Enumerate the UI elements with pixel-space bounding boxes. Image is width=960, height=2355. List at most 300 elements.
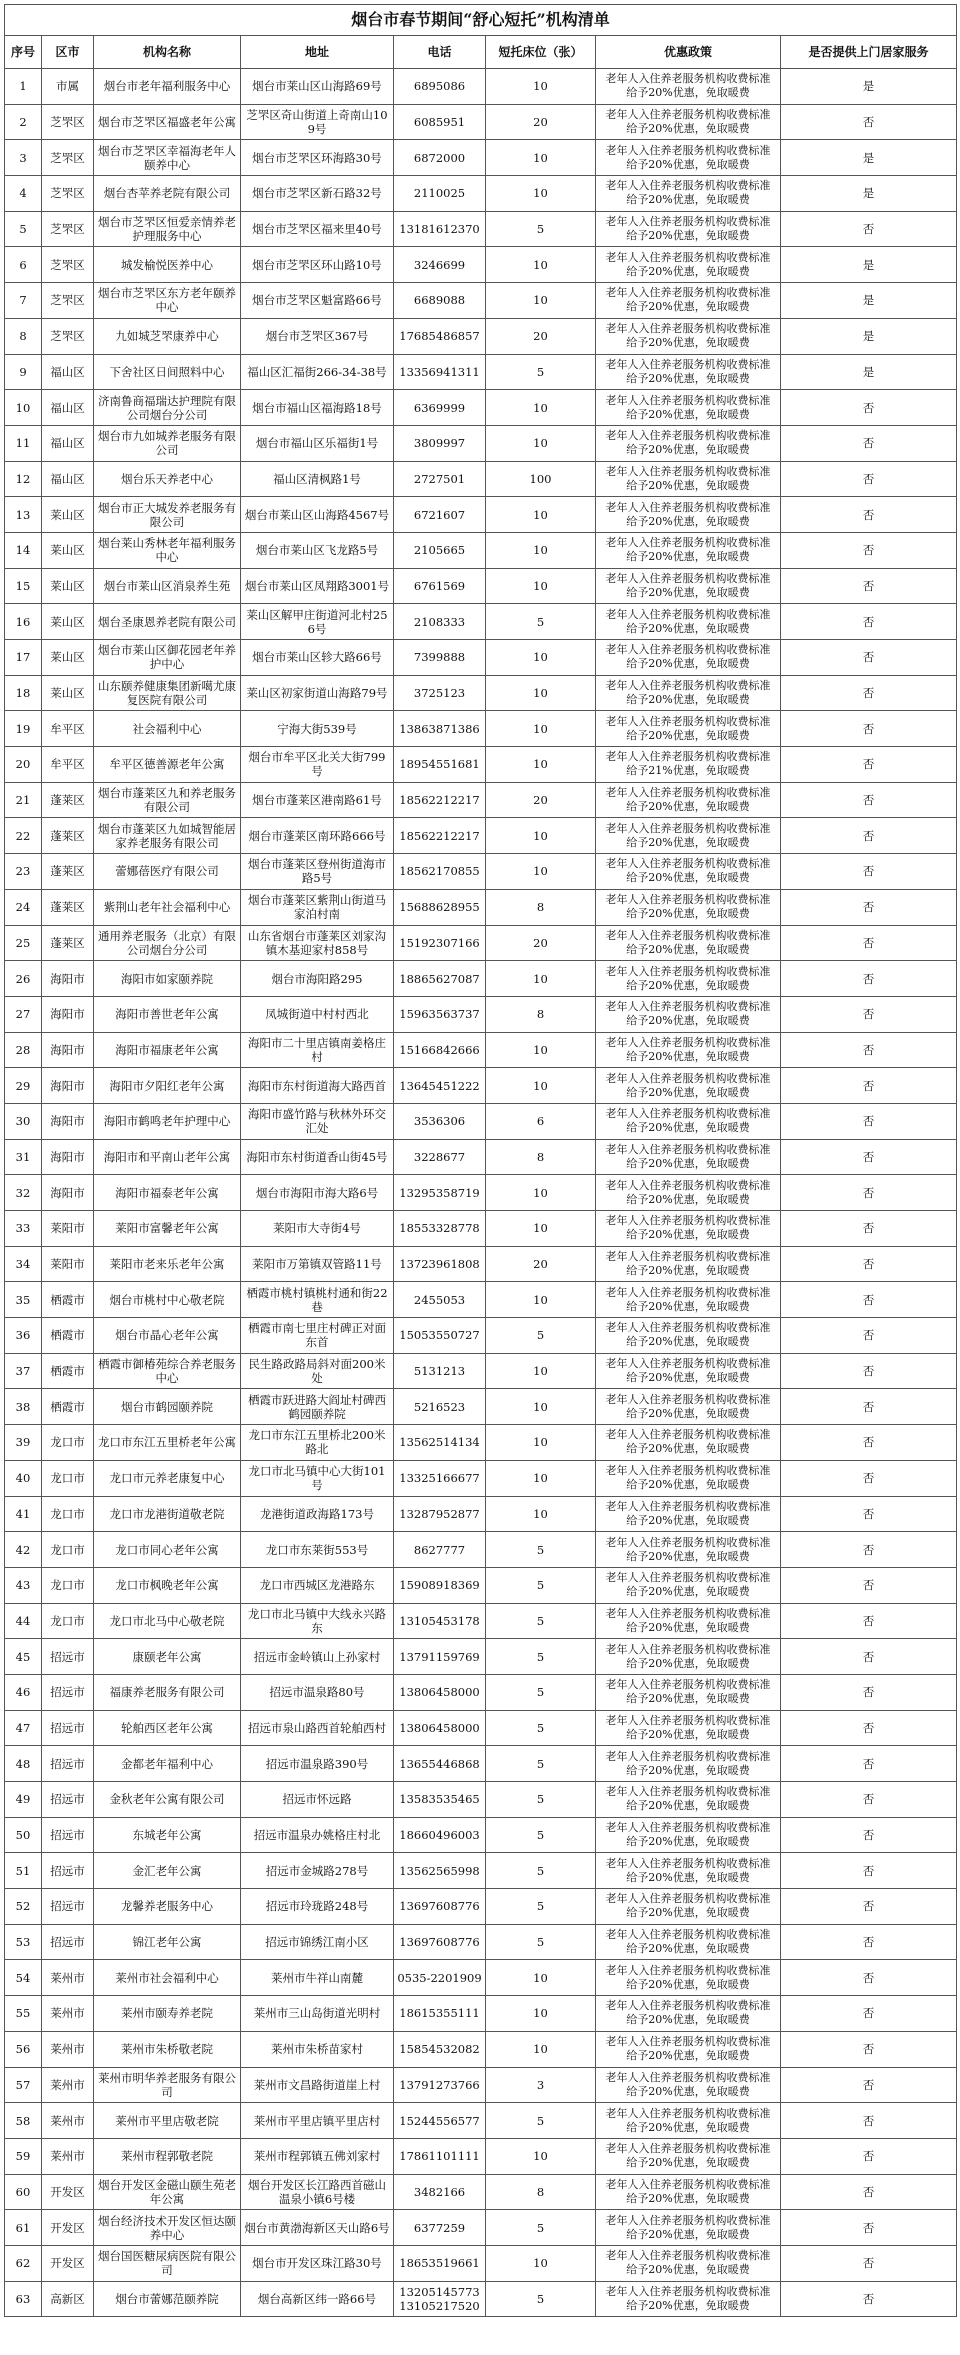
cell-name: 烟台市莱山区消泉养生苑 <box>94 568 241 604</box>
cell-address: 烟台市蓬莱区南环路666号 <box>241 818 394 854</box>
cell-district: 牟平区 <box>42 711 94 747</box>
cell-district: 海阳市 <box>42 1139 94 1175</box>
cell-home-service: 否 <box>781 1960 957 1996</box>
cell-beds: 10 <box>486 568 596 604</box>
cell-home-service: 否 <box>781 2174 957 2210</box>
cell-beds: 100 <box>486 461 596 497</box>
cell-name: 烟台莱山秀林老年福利服务中心 <box>94 532 241 568</box>
cell-phone: 13325166677 <box>394 1460 486 1496</box>
cell-policy: 老年人入住养老服务机构收费标准给予20%优惠，免取暖费 <box>596 2031 781 2067</box>
cell-address: 莱阳市万第镇双管路11号 <box>241 1246 394 1282</box>
cell-policy: 老年人入住养老服务机构收费标准给予20%优惠，免取暖费 <box>596 1996 781 2032</box>
cell-policy: 老年人入住养老服务机构收费标准给予20%优惠，免取暖费 <box>596 1674 781 1710</box>
cell-no: 55 <box>5 1996 42 2032</box>
cell-name: 龙口市北马中心敬老院 <box>94 1603 241 1639</box>
cell-beds: 10 <box>486 1353 596 1389</box>
table-row <box>5 854 957 890</box>
cell-name: 龙口市龙港街道敬老院 <box>94 1496 241 1532</box>
cell-phone: 6377259 <box>394 2210 486 2246</box>
table-row <box>5 2174 957 2210</box>
cell-no: 2 <box>5 104 42 140</box>
cell-address: 招远市玲珑路248号 <box>241 1889 394 1925</box>
cell-address: 海阳市东村街道海大路西首 <box>241 1068 394 1104</box>
cell-home-service: 否 <box>781 996 957 1032</box>
cell-name: 金都老年福利中心 <box>94 1746 241 1782</box>
cell-home-service: 否 <box>781 961 957 997</box>
cell-district: 芝罘区 <box>42 283 94 319</box>
cell-no: 59 <box>5 2138 42 2174</box>
cell-home-service: 否 <box>781 1639 957 1675</box>
cell-name: 烟台乐天养老中心 <box>94 461 241 497</box>
cell-name: 烟台市芝罘区恒爱亲情养老护理服务中心 <box>94 211 241 247</box>
cell-home-service: 否 <box>781 675 957 711</box>
cell-beds: 5 <box>486 1853 596 1889</box>
cell-beds: 5 <box>486 2210 596 2246</box>
cell-name: 山东颐养健康集团新噶尤康复医院有限公司 <box>94 675 241 711</box>
cell-name: 锦江老年公寓 <box>94 1924 241 1960</box>
cell-policy: 老年人入住养老服务机构收费标准给予20%优惠，免取暖费 <box>596 1853 781 1889</box>
cell-name: 龙口市元养老康复中心 <box>94 1460 241 1496</box>
cell-policy: 老年人入住养老服务机构收费标准给予20%优惠，免取暖费 <box>596 211 781 247</box>
cell-home-service: 否 <box>781 1853 957 1889</box>
table-row <box>5 390 957 426</box>
cell-no: 57 <box>5 2067 42 2103</box>
cell-no: 14 <box>5 532 42 568</box>
cell-policy: 老年人入住养老服务机构收费标准给予20%优惠，免取暖费 <box>596 1318 781 1354</box>
cell-phone: 13806458000 <box>394 1674 486 1710</box>
table-row <box>5 354 957 390</box>
cell-beds: 5 <box>486 1674 596 1710</box>
cell-home-service: 是 <box>781 283 957 319</box>
cell-address: 龙口市西城区龙港路东 <box>241 1567 394 1603</box>
cell-address: 龙口市东莱街553号 <box>241 1532 394 1568</box>
cell-no: 30 <box>5 1103 42 1139</box>
cell-home-service: 否 <box>781 425 957 461</box>
cell-address: 烟台市牟平区北关大街799号 <box>241 747 394 783</box>
cell-beds: 10 <box>486 1996 596 2032</box>
cell-name: 金秋老年公寓有限公司 <box>94 1782 241 1818</box>
cell-policy: 老年人入住养老服务机构收费标准给予20%优惠，免取暖费 <box>596 425 781 461</box>
cell-policy: 老年人入住养老服务机构收费标准给予20%优惠，免取暖费 <box>596 925 781 961</box>
cell-address: 招远市温泉办姚格庄村北 <box>241 1817 394 1853</box>
cell-policy: 老年人入住养老服务机构收费标准给予20%优惠，免取暖费 <box>596 996 781 1032</box>
cell-policy: 老年人入住养老服务机构收费标准给予20%优惠，免取暖费 <box>596 2245 781 2281</box>
cell-address: 海阳市盛竹路与秋林外环交汇处 <box>241 1103 394 1139</box>
cell-address: 烟台市福山区乐福街1号 <box>241 425 394 461</box>
cell-district: 莱山区 <box>42 568 94 604</box>
header-address: 地址 <box>241 36 394 69</box>
cell-address: 海阳市东村街道香山街45号 <box>241 1139 394 1175</box>
cell-no: 43 <box>5 1567 42 1603</box>
cell-name: 烟台市鹤园颐养院 <box>94 1389 241 1425</box>
cell-home-service: 否 <box>781 568 957 604</box>
institution-table <box>4 4 957 2317</box>
cell-policy: 老年人入住养老服务机构收费标准给予20%优惠，免取暖费 <box>596 1746 781 1782</box>
cell-address: 烟台市莱山区飞龙路5号 <box>241 532 394 568</box>
cell-address: 海阳市二十里店镇南姜格庄村 <box>241 1032 394 1068</box>
cell-no: 15 <box>5 568 42 604</box>
cell-policy: 老年人入住养老服务机构收费标准给予20%优惠，免取暖费 <box>596 1817 781 1853</box>
document <box>4 4 956 2317</box>
cell-policy: 老年人入住养老服务机构收费标准给予20%优惠，免取暖费 <box>596 1425 781 1461</box>
cell-district: 芝罘区 <box>42 140 94 176</box>
cell-phone: 13562565998 <box>394 1853 486 1889</box>
cell-no: 61 <box>5 2210 42 2246</box>
cell-beds: 20 <box>486 925 596 961</box>
cell-phone: 13863871386 <box>394 711 486 747</box>
table-row <box>5 1389 957 1425</box>
cell-beds: 10 <box>486 675 596 711</box>
cell-name: 莱州市颐寿养老院 <box>94 1996 241 2032</box>
cell-address: 莱阳市大寺街4号 <box>241 1211 394 1247</box>
cell-address: 烟台市莱山区山海路69号 <box>241 69 394 105</box>
cell-name: 烟台市正大城发养老服务有限公司 <box>94 497 241 533</box>
cell-beds: 10 <box>486 497 596 533</box>
cell-phone: 15166842666 <box>394 1032 486 1068</box>
table-row <box>5 675 957 711</box>
cell-address: 芝罘区奇山街道上奇南山109号 <box>241 104 394 140</box>
cell-no: 6 <box>5 247 42 283</box>
cell-policy: 老年人入住养老服务机构收费标准给予20%优惠，免取暖费 <box>596 1889 781 1925</box>
cell-address: 龙口市北马镇中大线永兴路东 <box>241 1603 394 1639</box>
cell-name: 莱阳市老来乐老年公寓 <box>94 1246 241 1282</box>
cell-district: 市属 <box>42 69 94 105</box>
table-row <box>5 283 957 319</box>
cell-name: 烟台市芝罘区幸福海老年人颐养中心 <box>94 140 241 176</box>
cell-phone: 3482166 <box>394 2174 486 2210</box>
cell-beds: 5 <box>486 2103 596 2139</box>
cell-policy: 老年人入住养老服务机构收费标准给予20%优惠，免取暖费 <box>596 640 781 676</box>
cell-policy: 老年人入住养老服务机构收费标准给予20%优惠，免取暖费 <box>596 854 781 890</box>
cell-policy: 老年人入住养老服务机构收费标准给予20%优惠，免取暖费 <box>596 390 781 426</box>
cell-name: 莱州市程郭敬老院 <box>94 2138 241 2174</box>
cell-phone: 2455053 <box>394 1282 486 1318</box>
cell-home-service: 是 <box>781 247 957 283</box>
cell-phone: 15908918369 <box>394 1567 486 1603</box>
cell-name: 社会福利中心 <box>94 711 241 747</box>
cell-phone: 3536306 <box>394 1103 486 1139</box>
cell-phone: 6689088 <box>394 283 486 319</box>
cell-no: 58 <box>5 2103 42 2139</box>
cell-home-service: 否 <box>781 2067 957 2103</box>
cell-beds: 3 <box>486 2067 596 2103</box>
cell-home-service: 是 <box>781 69 957 105</box>
cell-district: 龙口市 <box>42 1460 94 1496</box>
cell-policy: 老年人入住养老服务机构收费标准给予20%优惠，免取暖费 <box>596 247 781 283</box>
cell-phone: 18865627087 <box>394 961 486 997</box>
cell-policy: 老年人入住养老服务机构收费标准给予20%优惠，免取暖费 <box>596 568 781 604</box>
cell-home-service: 否 <box>781 1710 957 1746</box>
table-row <box>5 69 957 105</box>
table-row <box>5 568 957 604</box>
cell-district: 招远市 <box>42 1639 94 1675</box>
cell-beds: 8 <box>486 2174 596 2210</box>
cell-home-service: 否 <box>781 390 957 426</box>
cell-address: 招远市温泉路390号 <box>241 1746 394 1782</box>
cell-address: 莱州市文昌路街道崖上村 <box>241 2067 394 2103</box>
cell-beds: 10 <box>486 1068 596 1104</box>
cell-phone: 13791159769 <box>394 1639 486 1675</box>
cell-address: 烟台市福山区福海路18号 <box>241 390 394 426</box>
cell-beds: 5 <box>486 1889 596 1925</box>
cell-beds: 10 <box>486 818 596 854</box>
table-row <box>5 1924 957 1960</box>
cell-phone: 13205145773 13105217520 <box>394 2281 486 2317</box>
cell-address: 莱州市平里店镇平里店村 <box>241 2103 394 2139</box>
cell-name: 烟台国医糖尿病医院有限公司 <box>94 2245 241 2281</box>
cell-district: 莱山区 <box>42 532 94 568</box>
cell-district: 莱山区 <box>42 640 94 676</box>
cell-home-service: 否 <box>781 747 957 783</box>
cell-no: 62 <box>5 2245 42 2281</box>
cell-name: 龙馨养老服务中心 <box>94 1889 241 1925</box>
cell-beds: 10 <box>486 1460 596 1496</box>
cell-district: 蓬莱区 <box>42 889 94 925</box>
cell-district: 高新区 <box>42 2281 94 2317</box>
cell-name: 海阳市鹤鸣老年护理中心 <box>94 1103 241 1139</box>
cell-district: 莱州市 <box>42 2067 94 2103</box>
table-row <box>5 1674 957 1710</box>
cell-policy: 老年人入住养老服务机构收费标准给予20%优惠，免取暖费 <box>596 69 781 105</box>
cell-policy: 老年人入住养老服务机构收费标准给予20%优惠，免取暖费 <box>596 1068 781 1104</box>
cell-phone: 13356941311 <box>394 354 486 390</box>
cell-beds: 5 <box>486 2281 596 2317</box>
cell-address: 烟台市开发区珠江路30号 <box>241 2245 394 2281</box>
cell-name: 康颐老年公寓 <box>94 1639 241 1675</box>
cell-no: 38 <box>5 1389 42 1425</box>
cell-home-service: 否 <box>781 925 957 961</box>
cell-name: 烟台市蓬莱区九和养老服务有限公司 <box>94 782 241 818</box>
cell-name: 莱州市平里店敬老院 <box>94 2103 241 2139</box>
cell-district: 芝罘区 <box>42 211 94 247</box>
cell-policy: 老年人入住养老服务机构收费标准给予20%优惠，免取暖费 <box>596 2281 781 2317</box>
cell-policy: 老年人入住养老服务机构收费标准给予20%优惠，免取暖费 <box>596 1353 781 1389</box>
cell-no: 48 <box>5 1746 42 1782</box>
cell-phone: 0535-2201909 <box>394 1960 486 1996</box>
cell-beds: 20 <box>486 104 596 140</box>
table-row <box>5 211 957 247</box>
cell-address: 栖霞市跃进路大阎址村碑西鹤园颐养院 <box>241 1389 394 1425</box>
cell-home-service: 是 <box>781 176 957 212</box>
cell-policy: 老年人入住养老服务机构收费标准给予20%优惠，免取暖费 <box>596 2103 781 2139</box>
cell-policy: 老年人入住养老服务机构收费标准给予20%优惠，免取暖费 <box>596 1032 781 1068</box>
table-row <box>5 1318 957 1354</box>
table-row <box>5 1782 957 1818</box>
cell-home-service: 否 <box>781 461 957 497</box>
cell-address: 烟台高新区纬一路66号 <box>241 2281 394 2317</box>
table-row <box>5 640 957 676</box>
cell-policy: 老年人入住养老服务机构收费标准给予20%优惠，免取暖费 <box>596 140 781 176</box>
cell-no: 32 <box>5 1175 42 1211</box>
cell-beds: 10 <box>486 390 596 426</box>
cell-home-service: 否 <box>781 818 957 854</box>
cell-policy: 老年人入住养老服务机构收费标准给予20%优惠，免取暖费 <box>596 1389 781 1425</box>
header-phone: 电话 <box>394 36 486 69</box>
cell-beds: 5 <box>486 1817 596 1853</box>
cell-home-service: 否 <box>781 1817 957 1853</box>
cell-district: 海阳市 <box>42 1175 94 1211</box>
cell-phone: 6721607 <box>394 497 486 533</box>
cell-phone: 13697608776 <box>394 1924 486 1960</box>
cell-no: 22 <box>5 818 42 854</box>
cell-name: 烟台杏苹养老院有限公司 <box>94 176 241 212</box>
cell-address: 烟台市海阳路295 <box>241 961 394 997</box>
table-row <box>5 318 957 354</box>
cell-name: 海阳市如家颐养院 <box>94 961 241 997</box>
cell-beds: 10 <box>486 283 596 319</box>
cell-district: 招远市 <box>42 1889 94 1925</box>
cell-beds: 5 <box>486 211 596 247</box>
table-row <box>5 1996 957 2032</box>
cell-beds: 10 <box>486 1960 596 1996</box>
cell-policy: 老年人入住养老服务机构收费标准给予20%优惠，免取暖费 <box>596 532 781 568</box>
cell-no: 5 <box>5 211 42 247</box>
cell-phone: 13806458000 <box>394 1710 486 1746</box>
cell-district: 开发区 <box>42 2174 94 2210</box>
table-row <box>5 1246 957 1282</box>
cell-home-service: 否 <box>781 1389 957 1425</box>
cell-home-service: 否 <box>781 2031 957 2067</box>
cell-policy: 老年人入住养老服务机构收费标准给予20%优惠，免取暖费 <box>596 1246 781 1282</box>
cell-district: 招远市 <box>42 1924 94 1960</box>
table-row <box>5 2031 957 2067</box>
cell-policy: 老年人入住养老服务机构收费标准给予20%优惠，免取暖费 <box>596 1567 781 1603</box>
table-row <box>5 461 957 497</box>
cell-district: 龙口市 <box>42 1567 94 1603</box>
cell-no: 56 <box>5 2031 42 2067</box>
cell-district: 龙口市 <box>42 1425 94 1461</box>
cell-policy: 老年人入住养老服务机构收费标准给予20%优惠，免取暖费 <box>596 1924 781 1960</box>
table-row <box>5 1282 957 1318</box>
cell-phone: 13723961808 <box>394 1246 486 1282</box>
cell-address: 莱州市三山岛街道光明村 <box>241 1996 394 2032</box>
cell-home-service: 否 <box>781 854 957 890</box>
cell-district: 蓬莱区 <box>42 818 94 854</box>
cell-beds: 5 <box>486 1603 596 1639</box>
cell-name: 烟台开发区金磁山颐生苑老年公寓 <box>94 2174 241 2210</box>
cell-phone: 6895086 <box>394 69 486 105</box>
table-row <box>5 996 957 1032</box>
cell-no: 31 <box>5 1139 42 1175</box>
cell-no: 13 <box>5 497 42 533</box>
cell-no: 29 <box>5 1068 42 1104</box>
cell-policy: 老年人入住养老服务机构收费标准给予21%优惠，免取暖费 <box>596 747 781 783</box>
cell-name: 龙口市东江五里桥老年公寓 <box>94 1425 241 1461</box>
cell-district: 蓬莱区 <box>42 925 94 961</box>
cell-district: 栖霞市 <box>42 1282 94 1318</box>
cell-home-service: 否 <box>781 604 957 640</box>
cell-name: 海阳市夕阳红老年公寓 <box>94 1068 241 1104</box>
cell-no: 42 <box>5 1532 42 1568</box>
cell-policy: 老年人入住养老服务机构收费标准给予20%优惠，免取暖费 <box>596 818 781 854</box>
cell-address: 招远市泉山路西首轮舶西村 <box>241 1710 394 1746</box>
cell-no: 52 <box>5 1889 42 1925</box>
cell-phone: 13645451222 <box>394 1068 486 1104</box>
table-row <box>5 1103 957 1139</box>
cell-address: 烟台市黄渤海新区天山路6号 <box>241 2210 394 2246</box>
cell-policy: 老年人入住养老服务机构收费标准给予20%优惠，免取暖费 <box>596 961 781 997</box>
cell-phone: 5216523 <box>394 1389 486 1425</box>
cell-phone: 13791273766 <box>394 2067 486 2103</box>
cell-policy: 老年人入住养老服务机构收费标准给予20%优惠，免取暖费 <box>596 1603 781 1639</box>
cell-name: 莱阳市富馨老年公寓 <box>94 1211 241 1247</box>
cell-beds: 8 <box>486 996 596 1032</box>
cell-policy: 老年人入住养老服务机构收费标准给予20%优惠，免取暖费 <box>596 1782 781 1818</box>
cell-beds: 8 <box>486 889 596 925</box>
cell-phone: 2110025 <box>394 176 486 212</box>
cell-beds: 8 <box>486 1139 596 1175</box>
table-row <box>5 1425 957 1461</box>
cell-district: 招远市 <box>42 1817 94 1853</box>
cell-name: 烟台市莱山区御花园老年养护中心 <box>94 640 241 676</box>
cell-beds: 5 <box>486 1567 596 1603</box>
cell-name: 海阳市和平南山老年公寓 <box>94 1139 241 1175</box>
cell-phone: 15854532082 <box>394 2031 486 2067</box>
cell-district: 莱州市 <box>42 1996 94 2032</box>
cell-beds: 10 <box>486 1211 596 1247</box>
cell-district: 招远市 <box>42 1710 94 1746</box>
cell-address: 招远市金岭镇山上孙家村 <box>241 1639 394 1675</box>
cell-district: 栖霞市 <box>42 1389 94 1425</box>
cell-name: 城发榆悦医养中心 <box>94 247 241 283</box>
cell-name: 莱州市社会福利中心 <box>94 1960 241 1996</box>
table-row <box>5 1567 957 1603</box>
table-row <box>5 1746 957 1782</box>
cell-address: 龙港街道政海路173号 <box>241 1496 394 1532</box>
cell-phone: 18615355111 <box>394 1996 486 2032</box>
cell-no: 40 <box>5 1460 42 1496</box>
cell-beds: 10 <box>486 1389 596 1425</box>
cell-no: 25 <box>5 925 42 961</box>
cell-phone: 3725123 <box>394 675 486 711</box>
cell-home-service: 否 <box>781 532 957 568</box>
cell-phone: 8627777 <box>394 1532 486 1568</box>
table-row <box>5 2067 957 2103</box>
cell-phone: 13697608776 <box>394 1889 486 1925</box>
cell-district: 海阳市 <box>42 961 94 997</box>
cell-name: 莱州市明华养老服务有限公司 <box>94 2067 241 2103</box>
cell-home-service: 否 <box>781 1139 957 1175</box>
cell-policy: 老年人入住养老服务机构收费标准给予20%优惠，免取暖费 <box>596 354 781 390</box>
cell-home-service: 是 <box>781 318 957 354</box>
cell-beds: 10 <box>486 2245 596 2281</box>
cell-district: 福山区 <box>42 461 94 497</box>
cell-address: 栖霞市南七里庄村碑正对面东首 <box>241 1318 394 1354</box>
cell-address: 烟台市莱山区轸大路66号 <box>241 640 394 676</box>
cell-phone: 17685486857 <box>394 318 486 354</box>
table-row <box>5 497 957 533</box>
cell-phone: 15688628955 <box>394 889 486 925</box>
cell-phone: 2108333 <box>394 604 486 640</box>
cell-no: 39 <box>5 1425 42 1461</box>
cell-home-service: 否 <box>781 1889 957 1925</box>
cell-beds: 10 <box>486 247 596 283</box>
cell-no: 4 <box>5 176 42 212</box>
cell-address: 福山区汇福街266-34-38号 <box>241 354 394 390</box>
cell-no: 36 <box>5 1318 42 1354</box>
cell-phone: 6085951 <box>394 104 486 140</box>
table-row <box>5 1353 957 1389</box>
cell-no: 34 <box>5 1246 42 1282</box>
cell-beds: 10 <box>486 711 596 747</box>
cell-policy: 老年人入住养老服务机构收费标准给予20%优惠，免取暖费 <box>596 1960 781 1996</box>
cell-policy: 老年人入住养老服务机构收费标准给予20%优惠，免取暖费 <box>596 1710 781 1746</box>
header-policy: 优惠政策 <box>596 36 781 69</box>
cell-home-service: 否 <box>781 2103 957 2139</box>
cell-phone: 5131213 <box>394 1353 486 1389</box>
cell-no: 28 <box>5 1032 42 1068</box>
cell-district: 芝罘区 <box>42 176 94 212</box>
